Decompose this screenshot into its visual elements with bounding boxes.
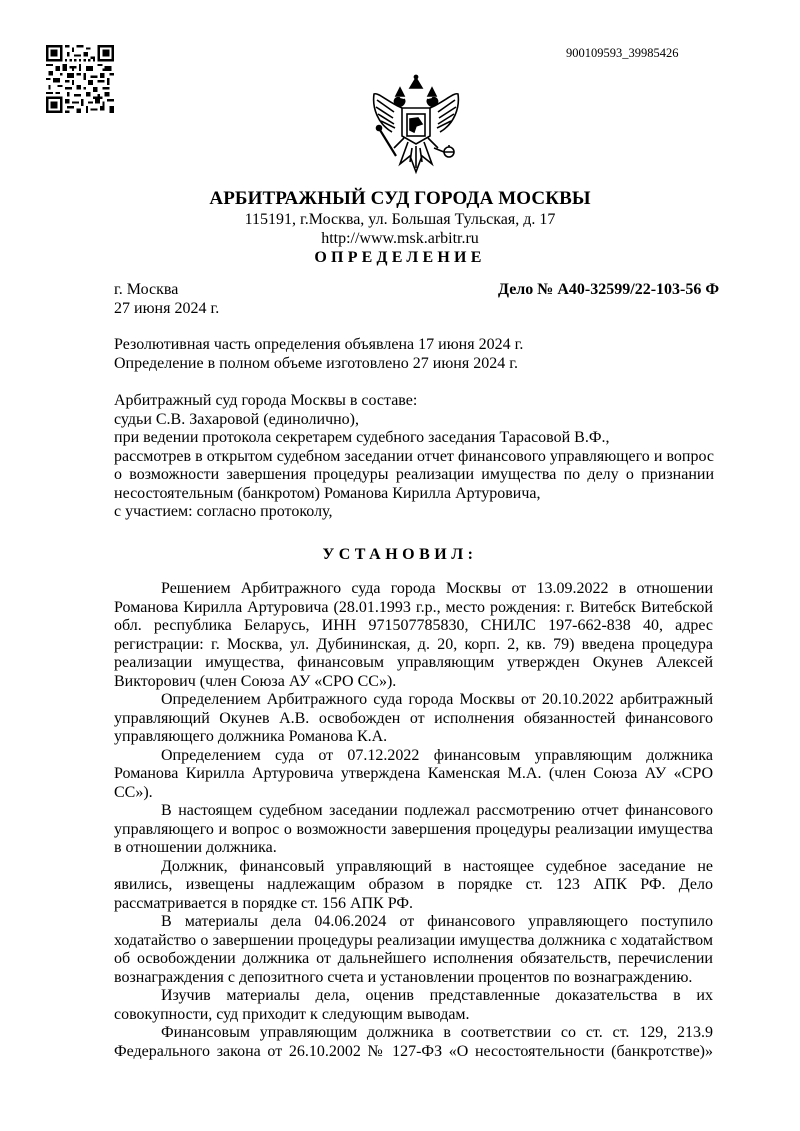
announcement-block: [114, 336, 714, 373]
court-composition: [114, 392, 714, 522]
composition-line: при ведении протокола секретарем судебного заседания Тарасовой В.Ф.,: [114, 429, 610, 446]
court-name: АРБИТРАЖНЫЙ СУД ГОРОДА МОСКВЫ: [209, 188, 591, 209]
case-number: Дело № А40-32599/22-103-56 Ф: [498, 281, 720, 298]
body-paragraph: Финансовым управляющим должника в соответствии со ст. ст. 129, 213.9 Федерального закона от 26.10.2002 № 127-ФЗ «О несостоятельности (банкротстве)»: [114, 1024, 713, 1060]
body-paragraph: Изучив материалы дела, оценив представленные доказательства в их совокупности, суд приходит к следующим выводам.: [114, 987, 713, 1023]
body-paragraph: Определением Арбитражного суда города Москвы от 20.10.2022 арбитражный управляющий Окунев А.В. освобожден от исполнения обязанностей финансового управляющего должника Романова К.А.: [114, 691, 713, 745]
body-paragraph: В настоящем судебном заседании подлежал рассмотрению отчет финансового управляющего и вопрос о возможности завершения процедуры реализации имущества в отношении должника.: [114, 802, 713, 856]
body-paragraph: В материалы дела 04.06.2024 от финансового управляющего поступило ходатайство о завершении процедуры реализации имущества должника с ходатайством об освобождении должника от дальнейшего исполнения обязательств, перечислении вознаграждения с депозитного счета и установлении процентов по вознаграждению.: [114, 913, 713, 986]
document-type-title: ОПРЕДЕЛЕНИЕ: [314, 249, 486, 266]
composition-line: рассмотрев в открытом судебном заседании отчет финансового управляющего и вопрос о возможности завершения процедуры реализации имущества по делу о признании несостоятельным (банкротом) Романова Кирилла Артуровича,: [114, 447, 714, 502]
full-text-prepared-line: Определение в полном объеме изготовлено 27 июня 2024 г.: [114, 354, 518, 372]
body-paragraph: Определением суда от 07.12.2022 финансовым управляющим должника Романова Кирилла Артуровича утверждена Каменская М.А. (член Союза АУ «СРО СС»).: [114, 746, 713, 801]
section-title-established: УСТАНОВИЛ:: [322, 546, 478, 563]
court-website-link[interactable]: http://www.msk.arbitr.ru: [321, 229, 479, 247]
resolution-announced-line: Резолютивная часть определения объявлена 17 июня 2024 г.: [114, 336, 524, 353]
body-paragraph: Должник, финансовый управляющий в настоящее судебное заседание не явились, извещены надлежащим образом в порядке ст. 123 АПК РФ. Дело рассматривается в порядке ст. 156 АПК РФ.: [114, 857, 713, 912]
document-header: [0, 187, 800, 268]
document-date: 27 июня 2024 г.: [114, 299, 220, 317]
city: г. Москва: [114, 281, 179, 298]
body-paragraph: Решением Арбитражного суда города Москвы от 13.09.2022 в отношении Романова Кирилла Артуровича (28.01.1993 г.р., место рождения: г. Витебск Витебской обл. республика Беларусь, ИНН 971507785830, СНИЛС 197-662-838 40, адрес регистрации: г. Москва, ул. Дубининская, д. 20, корп. 2, кв. 79) введена процедура реализации имущества, финансовым управляющим утвержден Окунев Алексей Викторович (член Союза АУ «СРО СС»).: [114, 580, 713, 690]
court-address: 115191, г.Москва, ул. Большая Тульская, д. 17: [244, 211, 556, 228]
coat-of-arms-emblem-icon: [370, 74, 462, 176]
composition-line: судьи С.В. Захаровой (единолично),: [114, 410, 359, 428]
document-body: [114, 580, 713, 1061]
document-id: 900109593_39985426: [566, 46, 679, 60]
qr-code-icon: [46, 45, 114, 113]
composition-line: Арбитражный суд города Москвы в составе:: [114, 392, 418, 409]
composition-line: с участием: согласно протоколу,: [114, 503, 333, 520]
